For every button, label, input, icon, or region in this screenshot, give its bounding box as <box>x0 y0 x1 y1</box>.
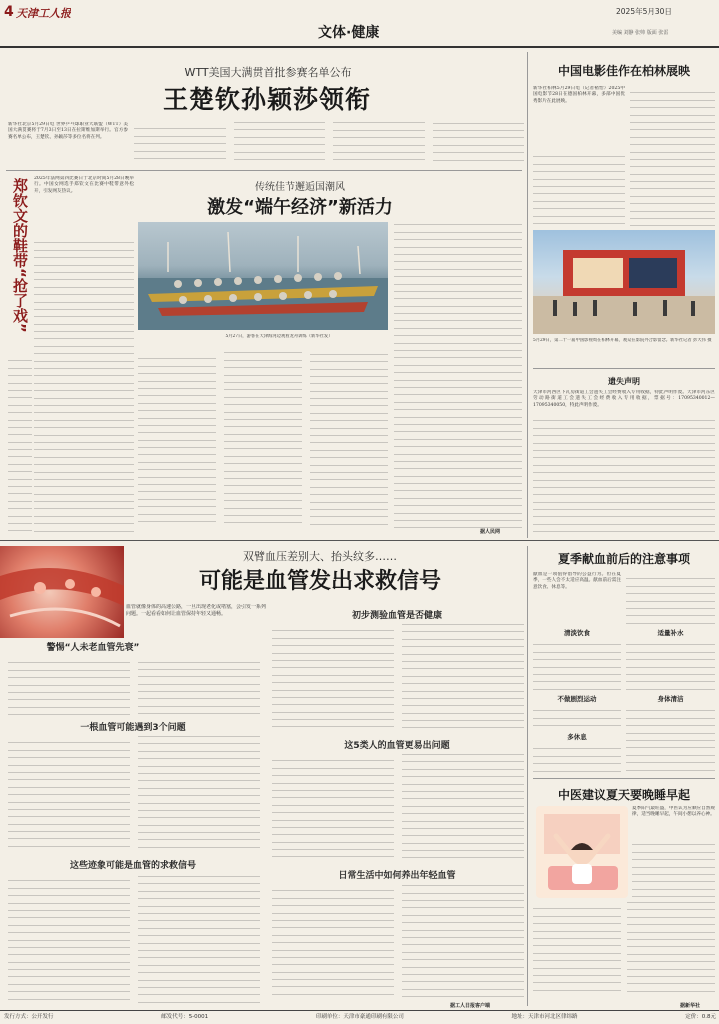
artery-illustration <box>0 546 124 638</box>
column-separator-2 <box>527 546 528 1006</box>
mid-page-rule <box>0 540 719 541</box>
notice-title: 遗失声明 <box>608 377 640 386</box>
blood-text-5 <box>272 754 524 864</box>
dragon-boat-illustration <box>138 222 388 330</box>
summer-sub-a: 清淡饮食 <box>564 629 590 637</box>
film-headline: 中国电影佳作在柏林展映 <box>557 64 690 78</box>
summer-sub-d: 身体清洁 <box>657 695 684 703</box>
blood-subhead-6: 日常生活中如何养出年轻血管 <box>338 871 456 881</box>
film-venue-illustration <box>533 230 715 334</box>
blood-text-4 <box>272 624 524 734</box>
blood-subhead-2: 一根血管可能遇到3个问题 <box>80 723 186 733</box>
footer <box>4 1012 716 1023</box>
sleep-text-right <box>632 838 715 898</box>
summer-text-a <box>533 638 621 690</box>
header-rule <box>0 46 719 48</box>
summer-headline: 夏季献血前后的注意事项 <box>557 552 690 566</box>
dragon-headline: 激发“端午经济”新活力 <box>207 197 393 218</box>
blood-text-3 <box>8 874 260 1004</box>
wtt-body-text <box>134 122 524 166</box>
footer-item: 定价：0.8元 <box>685 1014 716 1020</box>
blood-headline: 可能是血管发出求救信号 <box>198 569 441 594</box>
blood-subhead-3: 这些迹象可能是血管的求救信号 <box>69 861 196 871</box>
summer-text-b <box>626 638 715 690</box>
paper-name-logo: 天津工人报 <box>16 7 71 20</box>
blood-text-1 <box>8 656 260 716</box>
blood-subhead-5: 这5类人的血管更易出问题 <box>344 741 450 751</box>
summer-text-c <box>533 704 621 730</box>
commentary-body-text <box>34 236 134 532</box>
film-body-text <box>630 86 715 226</box>
summer-lead: 献血是一项值得倡导的公益行为。但在夏季，一些人会不太适应高温。献血前后需注意饮食、休息等。 <box>533 572 621 590</box>
artery-icon <box>0 546 124 638</box>
column-separator <box>527 52 528 538</box>
sleep-byline: 据新华社 <box>680 1003 701 1009</box>
sleep-headline: 中医建议夏天要晚睡早起 <box>557 788 690 802</box>
dragon-body-text-bottom <box>138 352 388 528</box>
summer-divider <box>533 778 715 779</box>
blood-source: 据工人日报客户端 <box>450 1003 491 1009</box>
wtt-kicker: WTT美国大满贯首批参赛名单公布 <box>184 66 352 79</box>
summer-text-right-1 <box>626 572 715 624</box>
editors-credit: 美编 刘静 张帅 版面 张雷 <box>612 30 669 36</box>
blood-subhead-4: 初步测验血管是否健康 <box>351 611 442 621</box>
wtt-headline: 王楚钦孙颖莎领衔 <box>162 85 371 114</box>
summer-sub-e: 多休息 <box>567 733 587 741</box>
stretching-woman-icon <box>536 806 628 898</box>
section-title: 文体·健康 <box>318 25 380 41</box>
wtt-divider <box>6 170 522 171</box>
footer-item: 印刷单位：天津市豪通印刷有限公司 <box>315 1014 404 1020</box>
notice-text: 天津市河西区下瓦房街道工会遗失工会经费收入专用收据，特此声明作废。天津市河东区劳动路街道工会遗失工会经费收入专用收据，票据号：17095340012—17095340050，特此声明作废。 <box>533 390 715 408</box>
dragon-byline: 据人民网 <box>480 529 501 535</box>
footer-item: 邮发代号：5-0001 <box>161 1014 209 1020</box>
masthead <box>0 0 719 50</box>
blood-kicker: 双臂血压差别大、抬头纹多…… <box>243 550 397 563</box>
sleep-illustration <box>536 806 628 898</box>
summer-text-d <box>626 704 715 774</box>
blood-text-2 <box>8 736 260 854</box>
film-lead: 新华社柏林5月29日电（记者褚怡）2025中国电影节28日在德国柏林开幕，多部中国优秀影片在此展映。 <box>533 86 625 104</box>
summer-text-e <box>533 742 621 774</box>
page-number: 4 <box>4 4 14 20</box>
commentary-lead: 2025年法网第四比赛日于北京时间5月28日晚举行。中国女网选手郑钦文在比赛中鞋带意外松开，引发网友热议。 <box>34 176 134 194</box>
dragon-body-text-right <box>394 218 522 530</box>
dragon-photo-caption: 5月27日，游客在天津海河边观看龙舟训练（新华社发） <box>225 334 333 339</box>
dragon-kicker: 传统佳节邂逅国潮风 <box>255 182 345 193</box>
blood-subhead-1: 警惕“人未老血管先衰” <box>46 643 140 653</box>
wtt-lead: 新华社北京5月29日电 世界乒乓球职业大联盟（WTT）美国大满贯赛将于7月3日至13日在拉斯维加斯举行。官方参赛名单公布，王楚钦、孙颖莎等多位名将在列。 <box>8 122 128 140</box>
footer-rule <box>0 1010 719 1011</box>
notice-body-text <box>533 414 715 532</box>
blood-intro: 血管就像身体的高速公路，一旦出现老化或堵塞，会引发一系列问题。一起看看如何让血管保持年轻又通畅。 <box>126 604 266 617</box>
summer-sub-b: 适量补水 <box>657 629 684 637</box>
dragon-boat-photo <box>138 222 388 330</box>
film-body-text-2 <box>533 150 625 226</box>
film-festival-photo <box>533 230 715 334</box>
sleep-text-bottom <box>533 902 715 998</box>
footer-item: 发行方式：公开发行 <box>4 1014 54 1020</box>
summer-sub-c: 不做剧烈运动 <box>557 695 597 703</box>
blood-text-6 <box>272 884 524 1000</box>
footer-item: 地址：天津市河北区律纬路 <box>511 1014 578 1020</box>
issue-date: 2025年5月30日 <box>616 7 672 16</box>
commentary-body-text-2 <box>8 354 32 534</box>
commentary-title: 郑钦文的鞋带“抢了戏” <box>11 178 29 333</box>
film-divider <box>533 368 715 369</box>
sleep-lead: 夏季阳气最旺盛，中医认为应顺应自然规律，适当晚睡早起，午间小憩以养心神。 <box>632 806 715 818</box>
film-photo-caption: 5月29日，第二十一届中国影视周在柏林开幕，观众在影院外合影留念。新华社记者 彭大伟 摄 <box>533 338 712 343</box>
